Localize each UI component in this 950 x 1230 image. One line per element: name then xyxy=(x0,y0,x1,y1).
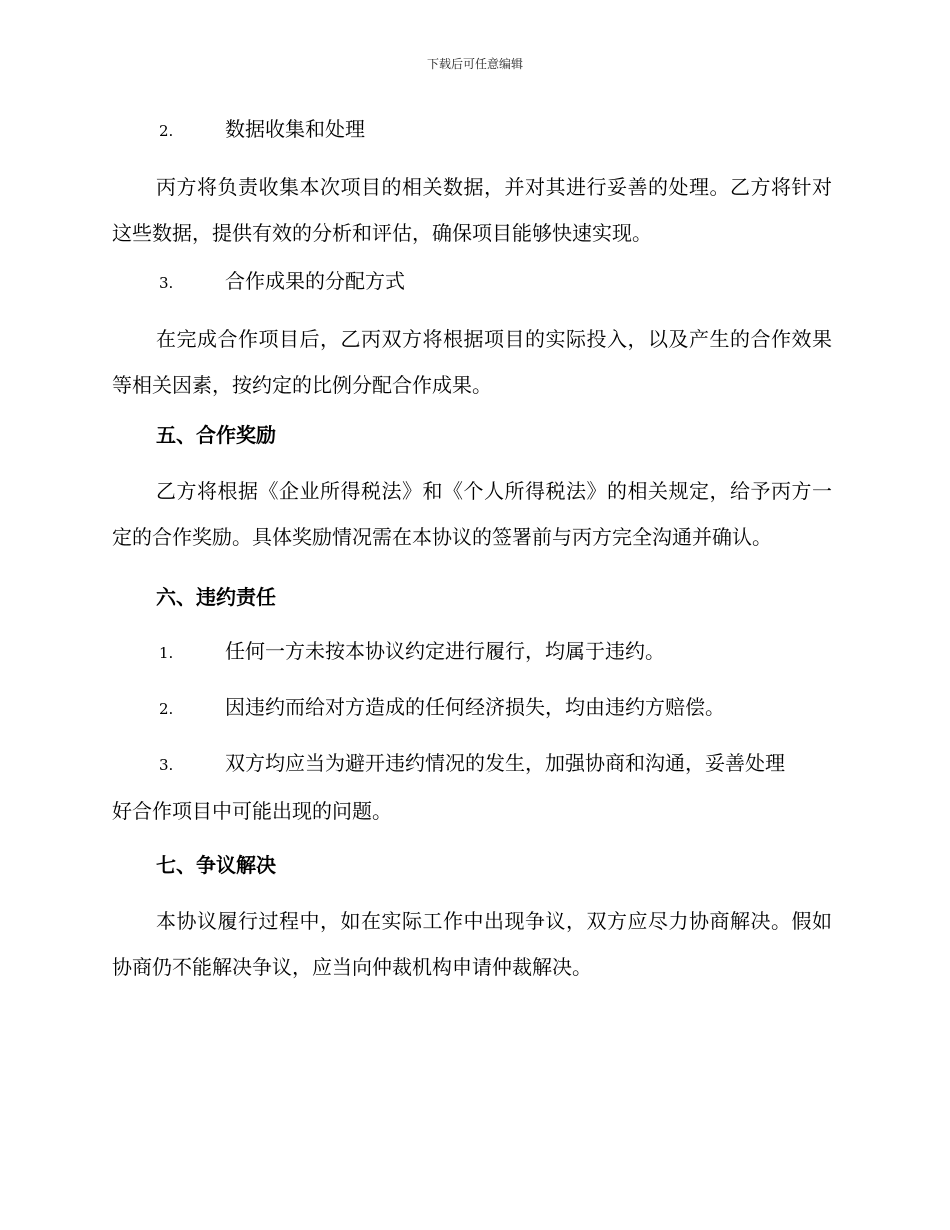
list-number: 3. xyxy=(159,274,174,292)
paragraph: 在完成合作项目后，乙丙双方将根据项目的实际投入，以及产生的合作效果等相关因素，按约定的比例分配合作成果。 xyxy=(112,327,832,397)
list-text: 合作成果的分配方式 xyxy=(225,269,405,293)
list-number: 3. xyxy=(159,756,174,774)
list-item-3 xyxy=(159,750,832,778)
page-header: 下载后可任意编辑 xyxy=(426,57,523,71)
list-text: 数据收集和处理 xyxy=(225,117,365,141)
list-number: 2. xyxy=(159,122,174,140)
section-heading: 七、争议解决 xyxy=(156,853,276,877)
paragraph: 本协议履行过程中，如在实际工作中出现争议，双方应尽力协商解决。假如协商仍不能解决争议，应当向仲裁机构申请仲裁解决。 xyxy=(112,909,832,979)
section-heading: 五、合作奖励 xyxy=(156,423,276,447)
list-item-2 xyxy=(159,116,832,144)
document-body xyxy=(112,110,832,990)
paragraph: 丙方将负责收集本次项目的相关数据，并对其进行妥善的处理。乙方将针对这些数据，提供有效的分析和评估，确保项目能够快速实现。 xyxy=(112,175,832,245)
list-text-continuation: 好合作项目中可能出现的问题。 xyxy=(112,799,392,823)
list-text: 因违约而给对方造成的任何经济损失，均由违约方赔偿。 xyxy=(225,695,725,719)
list-number: 2. xyxy=(159,700,174,718)
list-text: 任何一方未按本协议约定进行履行，均属于违约。 xyxy=(225,639,665,663)
paragraph: 乙方将根据《企业所得税法》和《个人所得税法》的相关规定，给予丙方一定的合作奖励。具体奖励情况需在本协议的签署前与丙方完全沟通并确认。 xyxy=(112,479,832,549)
list-item-1 xyxy=(159,638,832,666)
list-number: 1. xyxy=(159,644,174,662)
list-item-3 xyxy=(159,268,832,296)
section-heading: 六、违约责任 xyxy=(156,585,276,609)
list-item-2 xyxy=(159,694,832,722)
list-text: 双方均应当为避开违约情况的发生，加强协商和沟通，妥善处理 xyxy=(225,751,785,775)
